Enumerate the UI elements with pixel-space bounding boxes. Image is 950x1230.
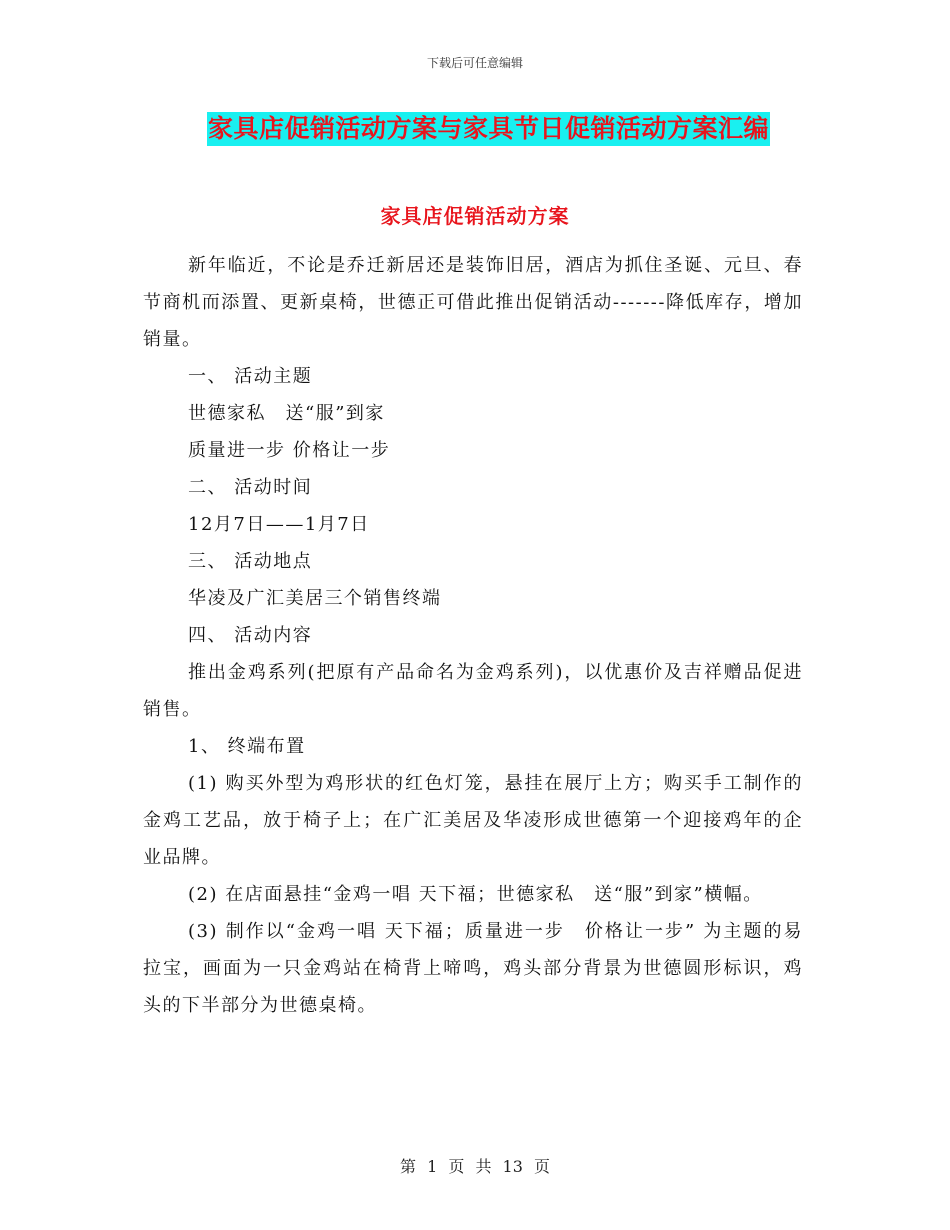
sub-title: 家具店促销活动方案 bbox=[380, 204, 570, 228]
heading-terminal-layout: 1、 终端布置 bbox=[188, 736, 306, 757]
paragraph-activity-content: 推出金鸡系列(把原有产品命名为金鸡系列)，以优惠价及吉祥赠品促进销售。 bbox=[143, 662, 803, 720]
heading-activity-location: 三、 活动地点 bbox=[188, 551, 313, 572]
document-body bbox=[143, 247, 803, 1024]
page-indicator: 第 1 页 共 13 页 bbox=[400, 1157, 550, 1176]
heading-activity-time: 二、 活动时间 bbox=[188, 477, 313, 498]
paragraph-layout-item-3: (3) 制作以“金鸡一唱 天下福；质量进一步 价格让一步” 为主题的易拉宝，画面为一只金鸡站在椅背上啼鸣，鸡头部分背景为世德圆形标识，鸡头的下半部分为世德桌椅。 bbox=[143, 921, 803, 1016]
paragraph-intro: 新年临近，不论是乔迁新居还是装饰旧居，酒店为抓住圣诞、元旦、春节商机而添置、更新桌椅，世德正可借此推出促销活动-------降低库存，增加销量。 bbox=[143, 255, 803, 350]
paragraph-theme-line-1: 世德家私 送“服”到家 bbox=[188, 403, 385, 424]
paragraph-activity-dates: 12月7日——1月7日 bbox=[188, 514, 370, 535]
heading-activity-theme: 一、 活动主题 bbox=[188, 366, 313, 387]
paragraph-layout-item-1: (1) 购买外型为鸡形状的红色灯笼，悬挂在展厅上方；购买手工制作的金鸡工艺品，放于椅子上；在广汇美居及华凌形成世德第一个迎接鸡年的企业品牌。 bbox=[143, 773, 803, 868]
paragraph-activity-location: 华凌及广汇美居三个销售终端 bbox=[188, 588, 442, 609]
header-note: 下载后可任意编辑 bbox=[426, 56, 523, 70]
paragraph-theme-line-2: 质量进一步 价格让一步 bbox=[188, 440, 391, 461]
main-title: 家具店促销活动方案与家具节日促销活动方案汇编 bbox=[207, 112, 770, 146]
heading-activity-content: 四、 活动内容 bbox=[188, 625, 313, 646]
paragraph-layout-item-2: (2) 在店面悬挂“金鸡一唱 天下福；世德家私 送“服”到家”横幅。 bbox=[188, 884, 763, 905]
